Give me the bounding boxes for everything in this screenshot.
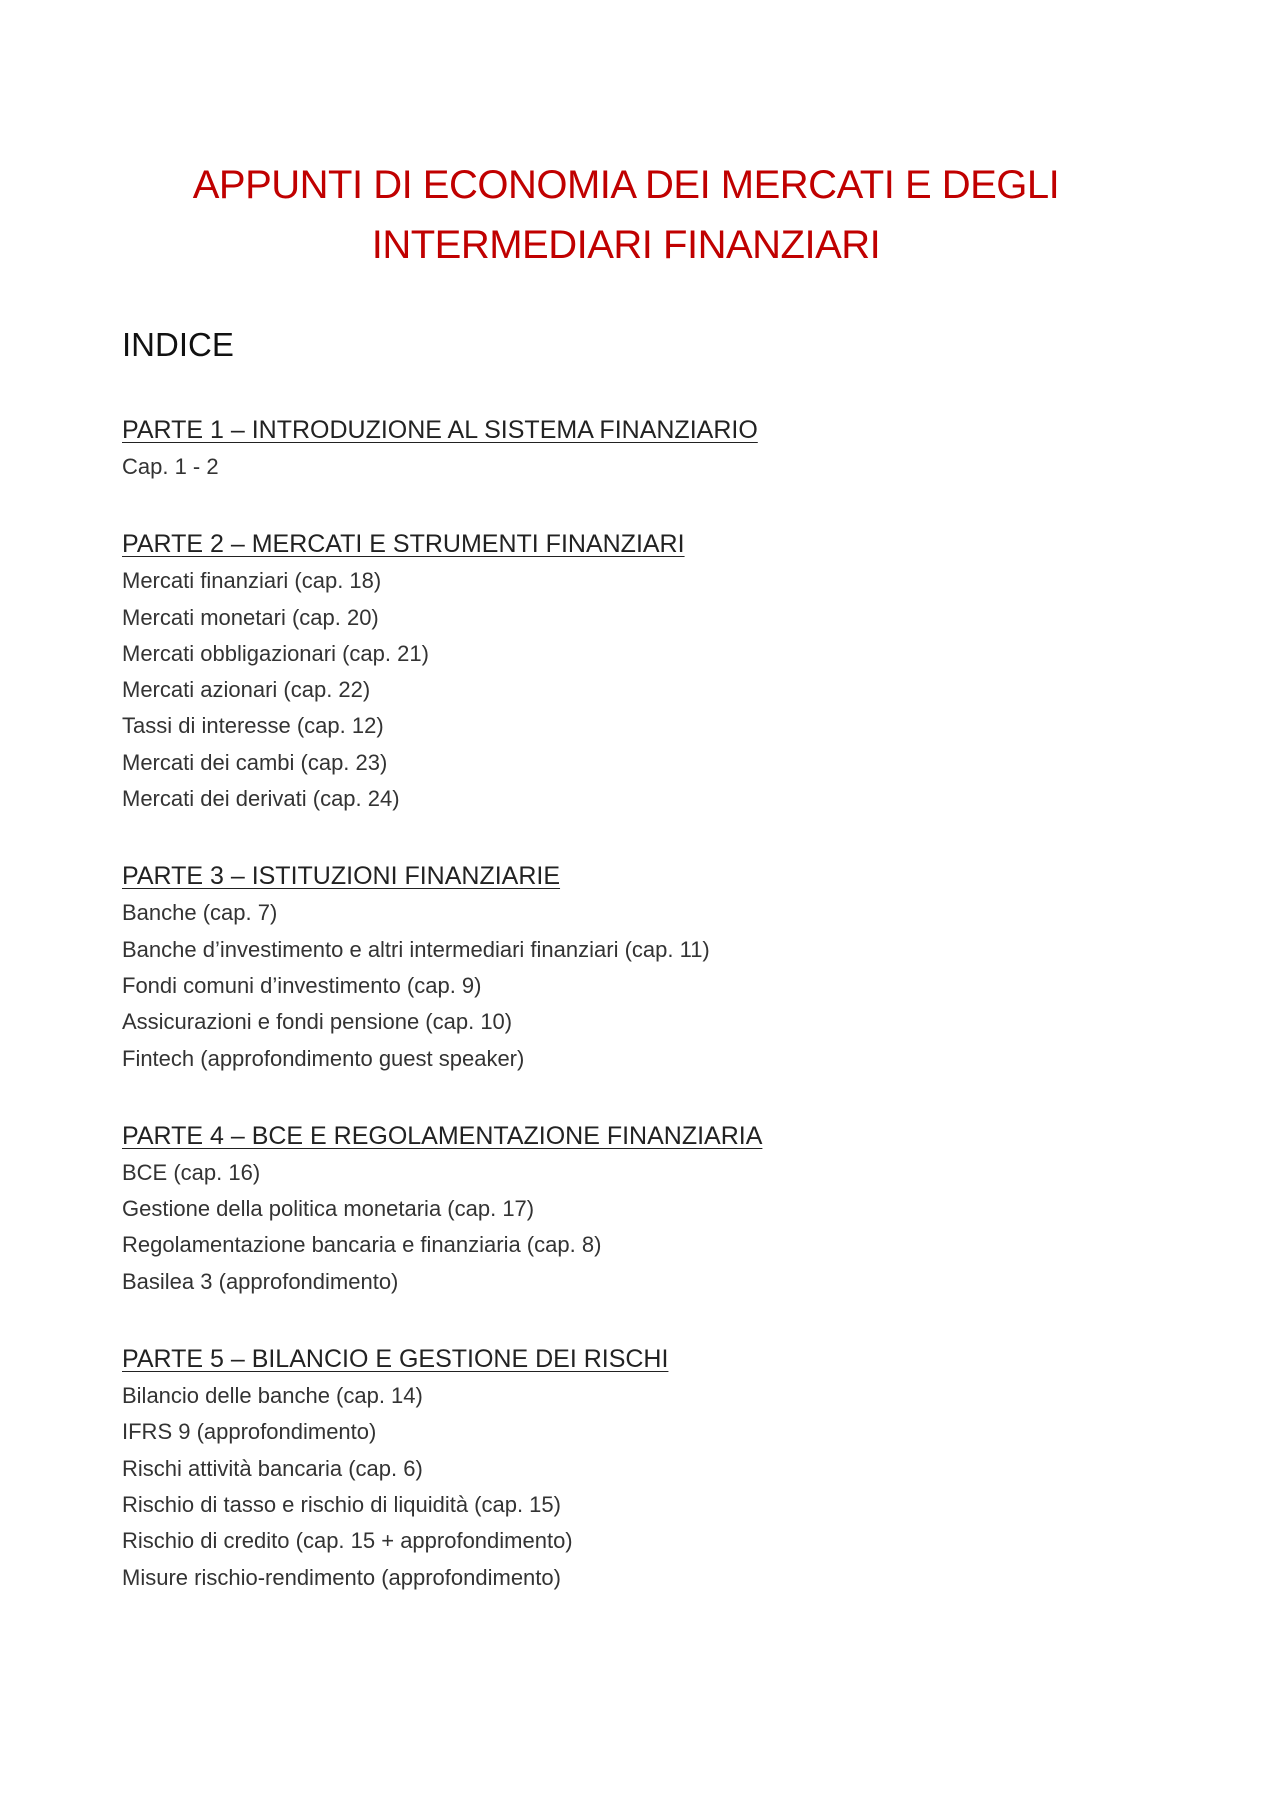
list-item: Mercati monetari (cap. 20) xyxy=(122,604,379,630)
list-item: Tassi di interesse (cap. 12) xyxy=(122,713,384,739)
list-item: Mercati finanziari (cap. 18) xyxy=(122,568,382,594)
list-item: Mercati dei cambi (cap. 23) xyxy=(122,749,388,775)
title-line-1: APPUNTI DI ECONOMIA DEI MERCATI E DEGLI xyxy=(192,163,1060,207)
list-item: IFRS 9 (approfondimento) xyxy=(122,1419,377,1445)
section-heading: PARTE 5 – BILANCIO E GESTIONE DEI RISCHI xyxy=(122,1345,669,1374)
list-item: Fintech (approfondimento guest speaker) xyxy=(122,1045,525,1071)
list-item: Regolamentazione bancaria e finanziaria (cap. 8) xyxy=(122,1232,602,1258)
index-heading: INDICE xyxy=(122,326,234,363)
title-line-2: INTERMEDIARI FINANZIARI xyxy=(371,223,881,267)
list-item: Basilea 3 (approfondimento) xyxy=(122,1268,399,1294)
list-item: Mercati azionari (cap. 22) xyxy=(122,677,371,703)
list-item: Banche d’investimento e altri intermediari finanziari (cap. 11) xyxy=(122,936,710,962)
section-item-list xyxy=(122,563,1130,817)
list-item: Fondi comuni d’investimento (cap. 9) xyxy=(122,972,482,998)
list-item: Banche (cap. 7) xyxy=(122,900,278,926)
list-item: Rischi attività bancaria (cap. 6) xyxy=(122,1455,423,1481)
section-item-list xyxy=(122,1155,1130,1300)
list-item: Cap. 1 - 2 xyxy=(122,454,219,479)
toc-section-1 xyxy=(122,411,1130,485)
list-item: Mercati dei derivati (cap. 24) xyxy=(122,786,400,812)
document-title xyxy=(122,155,1130,275)
toc-section-2 xyxy=(122,525,1130,817)
section-heading: PARTE 1 – INTRODUZIONE AL SISTEMA FINANZIARIO xyxy=(122,416,758,444)
list-item: Bilancio delle banche (cap. 14) xyxy=(122,1383,423,1409)
list-item: Assicurazioni e fondi pensione (cap. 10) xyxy=(122,1009,513,1035)
list-item: Rischio di tasso e rischio di liquidità (cap. 15) xyxy=(122,1491,561,1517)
toc-section-5 xyxy=(122,1340,1130,1596)
list-item: Rischio di credito (cap. 15 + approfondimento) xyxy=(122,1528,573,1554)
table-of-contents xyxy=(122,411,1130,1596)
toc-section-4 xyxy=(122,1117,1130,1300)
list-item: Gestione della politica monetaria (cap. 17) xyxy=(122,1196,535,1222)
section-item-list xyxy=(122,1378,1130,1596)
section-heading: PARTE 3 – ISTITUZIONI FINANZIARIE xyxy=(122,862,561,891)
toc-section-3 xyxy=(122,857,1130,1076)
list-item: Misure rischio-rendimento (approfondimento) xyxy=(122,1564,561,1590)
section-item-list xyxy=(122,895,1130,1076)
list-item: BCE (cap. 16) xyxy=(122,1159,261,1185)
section-heading: PARTE 4 – BCE E REGOLAMENTAZIONE FINANZIARIA xyxy=(122,1121,763,1150)
section-heading: PARTE 2 – MERCATI E STRUMENTI FINANZIARI xyxy=(122,530,685,559)
section-item-list xyxy=(122,449,1130,485)
list-item: Mercati obbligazionari (cap. 21) xyxy=(122,640,429,666)
